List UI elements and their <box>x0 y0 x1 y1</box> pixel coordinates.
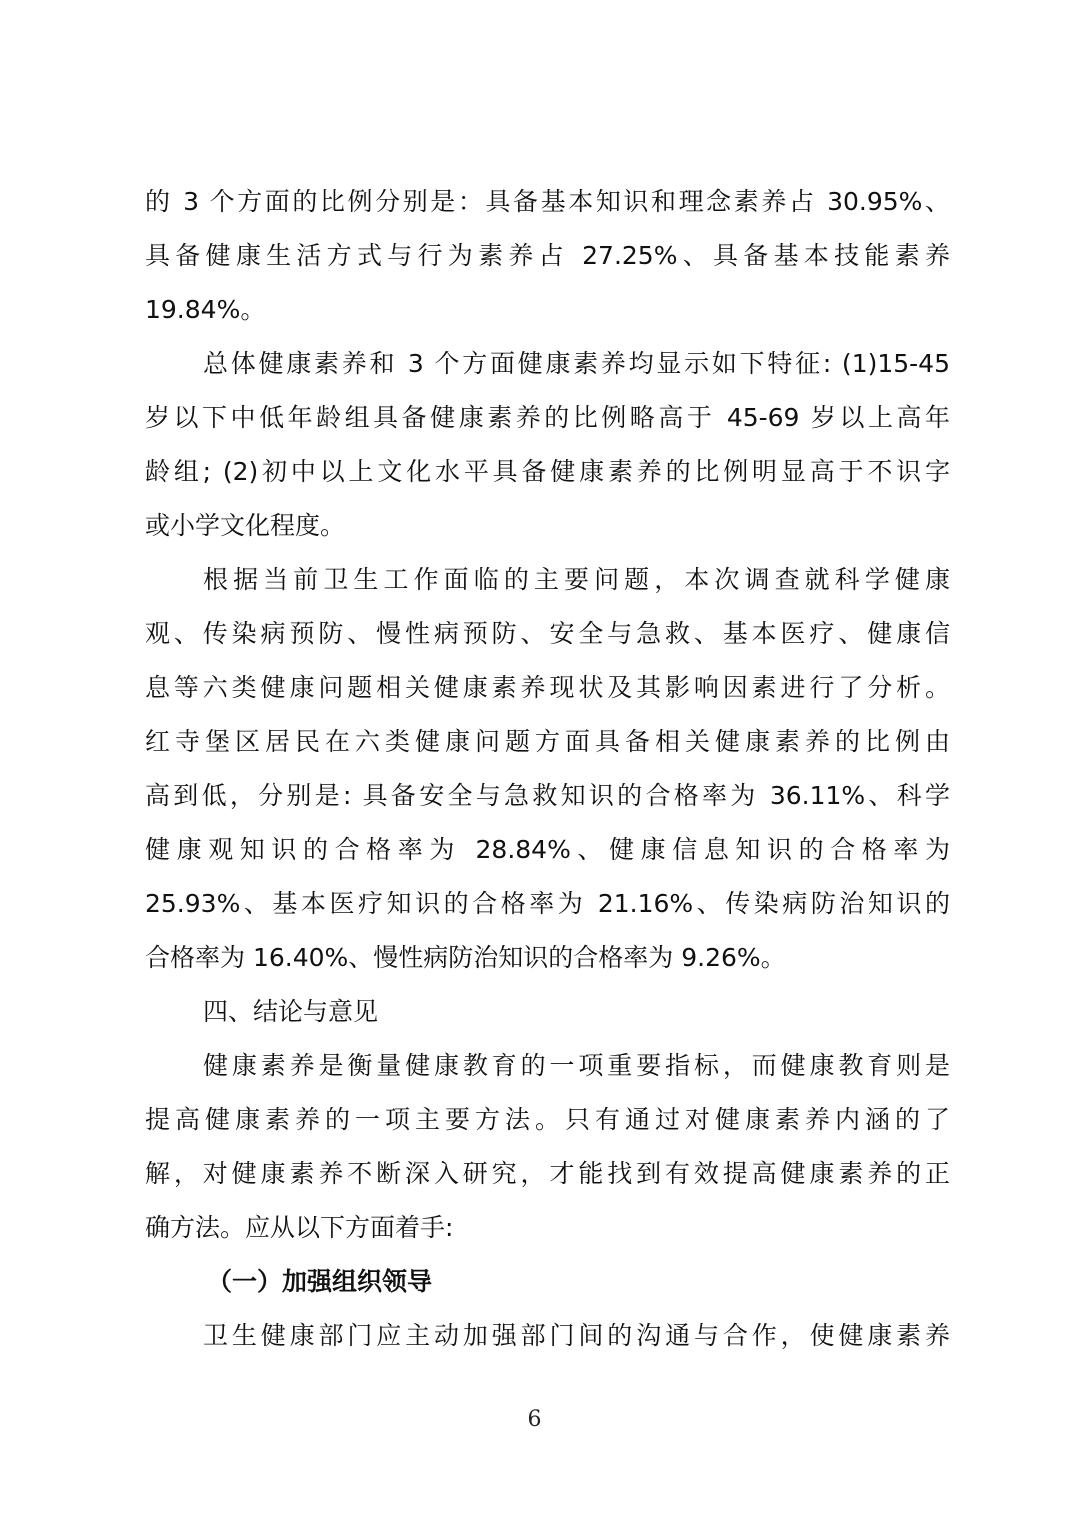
section-heading: 四、结论与意见 <box>203 997 379 1026</box>
text-line: 确方法。应从以下方面着手: <box>145 1213 454 1242</box>
text-line: 提高健康素养的一项主要方法。只有通过对健康素养内涵的了 <box>145 1105 950 1134</box>
text-line: 根据当前卫生工作面临的主要问题，本次调查就科学健康 <box>203 565 950 594</box>
text-line: 合格率为 16.40%、慢性病防治知识的合格率为 9.26%。 <box>145 943 786 972</box>
text-line: 的 3 个方面的比例分别是：具备基本知识和理念素养占 30.95%、 <box>145 187 950 216</box>
text-line: 健康观知识的合格率为 28.84%、健康信息知识的合格率为 <box>145 835 950 864</box>
text-line: 具备健康生活方式与行为素养占 27.25%、具备基本技能素养 <box>145 241 950 270</box>
page-number: 6 <box>527 1407 542 1432</box>
text-line: 总体健康素养和 3 个方面健康素养均显示如下特征: (1)15-45 <box>203 349 950 378</box>
text-line: 高到低，分别是: 具备安全与急救知识的合格率为 36.11%、科学 <box>145 781 950 810</box>
text-line: 19.84%。 <box>145 295 266 324</box>
subsection-heading: （一）加强组织领导 <box>207 1267 433 1296</box>
text-line: 解，对健康素养不断深入研究，才能找到有效提高健康素养的正 <box>145 1159 950 1188</box>
text-line: 25.93%、基本医疗知识的合格率为 21.16%、传染病防治知识的 <box>145 889 950 918</box>
text-line: 息等六类健康问题相关健康素养现状及其影响因素进行了分析。 <box>145 673 950 702</box>
text-line: 观、传染病预防、慢性病预防、安全与急救、基本医疗、健康信 <box>145 619 950 648</box>
text-line: 岁以下中低年龄组具备健康素养的比例略高于 45-69 岁以上高年 <box>145 403 950 432</box>
text-line: 红寺堡区居民在六类健康问题方面具备相关健康素养的比例由 <box>145 727 950 756</box>
text-line: 龄组; (2)初中以上文化水平具备健康素养的比例明显高于不识字 <box>145 457 950 486</box>
text-line: 卫生健康部门应主动加强部门间的沟通与合作，使健康素养 <box>203 1321 950 1350</box>
text-line: 健康素养是衡量健康教育的一项重要指标，而健康教育则是 <box>203 1051 950 1080</box>
body-text <box>145 175 950 1363</box>
text-line: 或小学文化程度。 <box>145 511 346 540</box>
